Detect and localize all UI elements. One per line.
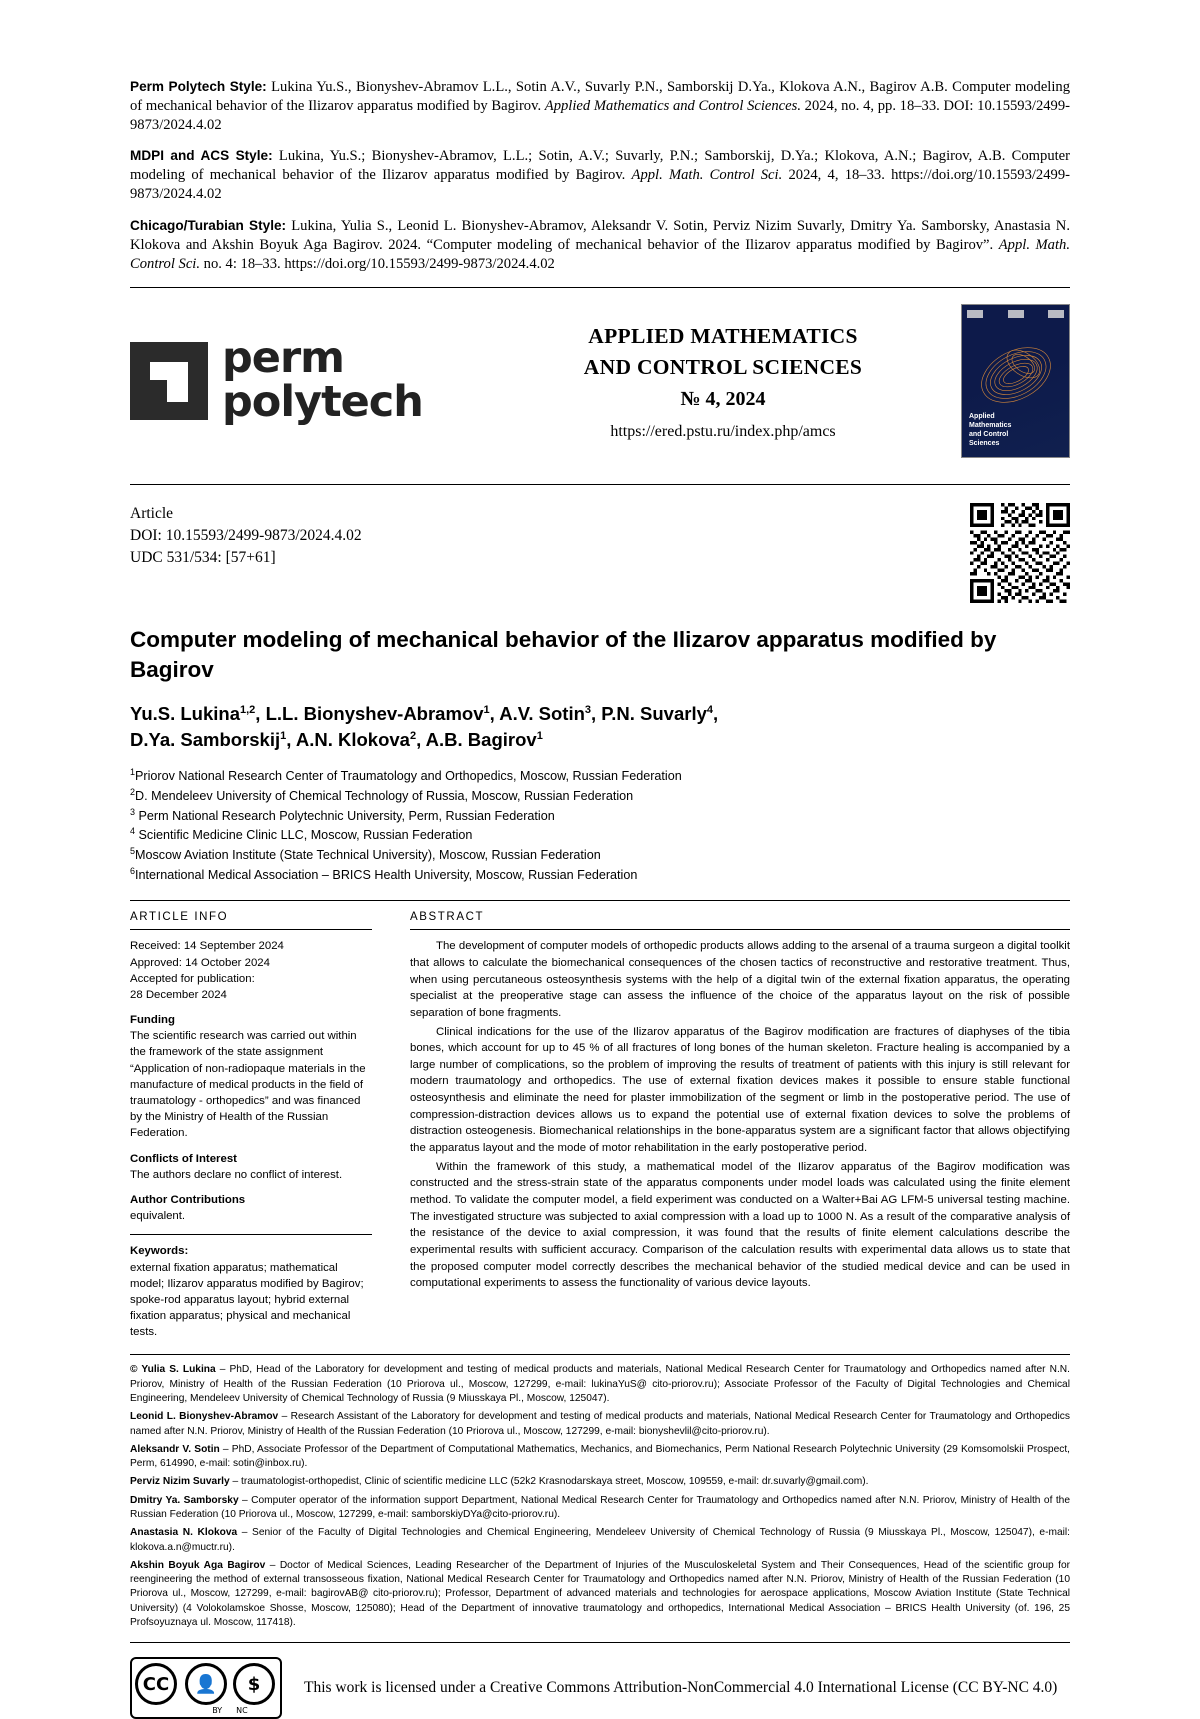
citation-tail: 2024, no. 4, pp. 18–33. DOI: 10.15593/2499-9873/2024.4.02 [130,97,1070,133]
contributions-text: equivalent. [130,1210,186,1223]
cc-nc-label: NC [236,1706,248,1716]
citation-journal: Applied Mathematics and Control Sciences. [544,97,801,114]
affiliation-index: 2 [130,786,136,797]
abstract-rule [410,929,1070,930]
qr-code[interactable] [970,503,1070,603]
abstract-paragraph: Within the framework of this study, a mathematical model of the Ilizarov apparatus of the Bagirov modification was constructed and the stress-strain state of the apparatus components under model loads was calculated using the finite element method. To validate the computer model, a field experiment was conducted on a Walter+Bai AG LFM-5 universal testing machine. The investigated structure was subjected to axial compression with a load up to 1000 N. As a result of the comparative analysis of the resistance of the device to axial compression, it was found that the results of finite element calculations describe the experimental results with sufficient accuracy. Comparison of the calculation results with experimental data allows us to state that the proposed computer model correctly describes the mechanical behavior of the studied medical device and can be used in computational experiments to assess the functionality of various device layouts. [410,1160,1070,1290]
keywords-text: external fixation apparatus; mathematical model; Ilizarov apparatus modified by Bagirov; spoke-rod apparatus layout; hybrid external fixation apparatus; physical and mechanical tests. [130,1261,364,1339]
affiliation-text: D. Mendeleev University of Chemical Technology of Russia, Moscow, Russian Federation [135,789,634,804]
citation-label: MDPI and ACS Style: [130,148,273,164]
affiliation-text: Scientific Medicine Clinic LLC, Moscow, Russian Federation [135,828,473,843]
footnote-author: Aleksandr V. Sotin [130,1443,220,1455]
affiliation-index: 4 [130,826,136,837]
masthead [130,288,1070,470]
citation-chicago-turabian [130,217,1070,273]
footnote-author: Dmitry Ya. Samborsky [130,1494,239,1506]
abstract-heading: ABSTRACT [410,911,485,924]
author-affil-ref: 3 [584,703,592,716]
footnote-text: – Doctor of Medical Sciences, Leading Researcher of the Department of Injuries of the Musculoskeletal System and Their Consequences, Head of the scientific group for reengineering the method of external transosseous fixation, National Medical Research Center for Traumatology and Orthopedics named after N.N. Priorov, Ministry of Health of the Russian Federation (10 Priorova ul., Moscow, 127299, e-mail: bagirovAB@ cito-priorov.ru); Professor, Department of advanced materials and technologies for aerospace applications, Moscow Aviation Institute (State Technical University) (4 Volokolamskoe Shosse, Moscow, 125080); Head of the Department of innovative traumatology and orthopedics, International Medical Association – BRICS Health University (of. 196, 25 Profsoyuznaya ul. Moscow, 117418). [130,1559,1070,1628]
journal-cover-thumbnail [961,304,1070,458]
citation-perm-polytech [130,78,1070,134]
footnote-item [130,1526,1070,1555]
abstract-paragraph: Clinical indications for the use of the Ilizarov apparatus of the Bagirov modification are fractures of diaphyses of the tibia bones, which account for up to 45 % of all fractures of long bones of the human skeleton. Fracture healing is accompanied by a large number of complications, so the problem of improving the results of treatment of patients with this injury is still relevant for modern traumatology and orthopedics. The use of external fixation devices makes it possible to ensure stable functional osteosynthesis and eliminate the need for plaster immobilization of the segment or limb in the postoperative period. The use of compression-distraction devices allows us to expand the potential use of external fixation devices to solve the problems of distraction osteogenesis. Biomechanical relationships in the bone-apparatus system are a significant factor that allows objectifying the apparatus layout and the mode of motor rehabilitation in the early postoperative period. [410,1025,1070,1155]
logo-line-2: polytech [222,377,423,428]
affiliation-index: 5 [130,845,136,856]
affiliation-text: Priorov National Research Center of Traumatology and Orthopedics, Moscow, Russian Federation [135,769,682,784]
author-affil-ref: 1,2 [240,703,256,716]
author-name: , A.N. Klokova [286,728,410,750]
logo-line-1: perm [222,333,344,384]
journal-title-line-2: AND CONTROL SCIENCES [583,354,863,379]
footnote-item [130,1363,1070,1406]
affiliation-item [130,825,1070,845]
citation-text: Lukina, Yulia S., Leonid L. Bionyshev-Abramov, Aleksandr V. Sotin, Perviz Nizim Suvarly, Dmitry Ya. Samborsky, Anastasia N. Klokova and Akshin Boyuk Aga Bagirov. 2024. “Computer modeling of mechanical behavior of the Ilizarov apparatus modified by Bagirov”. [130,217,1070,253]
cover-caption: Applied Mathematics and Control Sciences [969,413,1012,447]
footnote-author: Leonid L. Bionyshev-Abramov [130,1411,279,1423]
cover-top-marks [967,310,1064,322]
abstract-column [390,911,1070,1340]
keywords-heading: Keywords: [130,1245,189,1258]
footnote-author: © Yulia S. Lukina [130,1364,216,1376]
journal-issue: № 4, 2024 [680,388,766,411]
abstract-paragraph: The development of computer models of orthopedic products allows adding to the arsenal of a trauma surgeon a digital toolkit that allows to calculate the biomechanical consequences of the chosen tactics of reconstructive and restorative treatment. Thus, when using percutaneous osteosynthesis systems with the help of a digital twin of the external fixation apparatus, the operating specialist at the preoperative stage can assess the influence of the choice of the apparatus layout on the risk of possible separation of bone fragments. [410,940,1070,1019]
date-accepted-value: 28 December 2024 [130,988,227,1001]
article-meta-text [130,503,362,603]
affiliation-item [130,786,1070,806]
cc-nc-icon: $ [233,1663,275,1705]
citation-tail: no. 4: 18–33. https://doi.org/10.15593/2499-9873/2024.4.02 [200,255,555,272]
footnote-item [130,1410,1070,1439]
cc-icon [130,1657,282,1719]
citation-label: Chicago/Turabian Style: [130,217,287,233]
affiliation-text: International Medical Association – BRICS Health University, Moscow, Russian Federation [135,867,638,882]
keywords-rule [130,1234,372,1235]
citation-styles [130,78,1070,273]
author-affil-ref: 4 [706,703,714,716]
article-meta [130,485,1070,603]
author-affil-ref: 1 [280,729,287,742]
footnote-text: – PhD, Head of the Laboratory for development and testing of medical products and materials, National Medical Research Center for Traumatology and Orthopedics named after N.N. Priorov, Ministry of Health of the Russian Federation (10 Priorova ul., Moscow, 127299, e-mail: lukinaYuS@ cito-priorov.ru); Associate Professor of the Faculty of Digital Technologies and Chemical Engineering, Mendeleev University of Chemical Technology of Russia (9 Miusskaya Pl., Moscow, 125047). [130,1364,1070,1405]
author-affil-ref: 1 [536,729,543,742]
article-doi: DOI: 10.15593/2499-9873/2024.4.02 [130,527,362,545]
affiliation-index: 6 [130,865,136,876]
article-type: Article [130,505,174,523]
footnote-item [130,1443,1070,1472]
affiliation-item [130,766,1070,786]
cc-by-icon: 👤 [185,1663,227,1705]
affiliation-item [130,845,1070,865]
article-dates [130,938,372,1003]
conflicts-heading: Conflicts of Interest [130,1152,237,1165]
journal-title-line-1: APPLIED MATHEMATICS [588,324,858,349]
journal-identity [485,321,961,441]
authors-line-1 [130,701,1070,727]
author-name: , L.L. Bionyshev-Abramov [255,702,484,724]
cc-logo-icon: CC [135,1663,177,1705]
affiliation-text: Perm National Research Polytechnic University, Perm, Russian Federation [135,808,555,823]
cover-attractor-graphic [970,329,1062,421]
logo-wordmark [222,333,423,428]
logo-mark-icon [130,342,208,420]
author-footnotes [130,1363,1070,1630]
divider-footnotes [130,1354,1070,1355]
contributions-block [130,1192,372,1224]
footnote-text: – Research Assistant of the Laboratory for development and testing of medical products and materials, National Medical Research Center for Traumatology and Orthopedics named after N.N. Priorov, Ministry of Health of the Russian Federation (10 Priorova ul., Moscow, 127299, e-mail: bionyshevlil@cito-priorov.ru). [130,1411,1070,1437]
date-approved: Approved: 14 October 2024 [130,956,270,969]
author-name: , A.B. Bagirov [416,728,537,750]
footnote-item [130,1475,1070,1489]
funding-heading: Funding [130,1014,175,1027]
affiliation-index: 1 [130,767,136,778]
funding-block [130,1012,372,1142]
author-separator: , [713,702,719,724]
info-abstract-columns [130,901,1070,1340]
citation-tail: 2024, 4, 18–33. https://doi.org/10.15593/2499-9873/2024.4.02 [130,167,1070,203]
citation-text: Lukina, Yu.S.; Bionyshev-Abramov, L.L.; Sotin, A.V.; Suvarly, P.N.; Samborskij, D.Ya.; Klokova, A.N.; Bagirov, A.B. Computer modeling of mechanical behavior of the Ilizarov apparatus modified by Bagirov. [130,148,1071,184]
page-title: Computer modeling of mechanical behavior of the Ilizarov apparatus modified by Bagirov [130,627,997,682]
conflicts-text: The authors declare no conflict of interest. [130,1168,343,1181]
author-name: , A.V. Sotin [489,702,585,724]
footnote-author: Akshin Boyuk Aga Bagirov [130,1559,266,1571]
date-accepted-label: Accepted for publication: [130,972,255,985]
citation-label: Perm Polytech Style: [130,79,267,94]
creative-commons-badge[interactable] [130,1657,282,1719]
article-info-heading: ARTICLE INFO [130,911,229,924]
footnote-author: Perviz Nizim Suvarly [130,1476,230,1488]
authors-line-2 [130,727,1070,753]
footnote-text: – traumatologist-orthopedist, Clinic of scientific medicine LLC (52k2 Krasnodarskaya street, Moscow, 109559, e-mail: dr.suvarly@gmail.com). [229,1476,869,1488]
footnote-text: – PhD, Associate Professor of the Department of Computational Mathematics, Mechanics, and Biomechanics, Perm National Research Polytechnic University (29 Komsomolskii Prospect, Perm, 614990, e-mail: sotin@inbox.ru). [130,1443,1070,1470]
footnote-item [130,1494,1070,1523]
article-info-rule [130,929,372,930]
author-affil-ref: 1 [483,703,490,716]
citation-mdpi-acs [130,147,1070,203]
conflicts-block [130,1151,372,1183]
article-udc: UDC 531/534: [57+61] [130,549,276,567]
affiliation-index: 3 [130,806,136,817]
authors [130,701,1070,754]
perm-polytech-logo [130,333,485,428]
author-affil-ref: 2 [409,729,417,742]
affiliation-item [130,865,1070,885]
author-name: Yu.S. Lukina [130,702,240,724]
affiliations [130,766,1070,884]
cc-by-label: BY [212,1706,223,1716]
affiliation-item [130,806,1070,826]
journal-url[interactable]: https://ered.pstu.ru/index.php/amcs [610,423,836,441]
date-received: Received: 14 September 2024 [130,940,284,953]
article-info-column [130,911,390,1340]
affiliation-text: Moscow Aviation Institute (State Technical University), Moscow, Russian Federation [135,848,601,863]
funding-text: The scientific research was carried out within the framework of the state assignment “Application of non-radiopaque materials in the manufacture of medical products in the field of traumatology - orthopedics” and was financed by the Ministry of Health of the Russian Federation. [130,1030,366,1140]
footnote-text: – Computer operator of the information support Department, National Medical Research Center for Traumatology and Orthopedics named after N.N. Priorov, Ministry of Health of the Russian Federation (10 Priorova ul., Moscow, 127299, e-mail: samborskiyDYa@cito-priorov.ru). [130,1494,1070,1520]
citation-text: Lukina Yu.S., Bionyshev-Abramov L.L., Sotin A.V., Suvarly P.N., Samborskij D.Ya., Klokova A.N., Bagirov A.B. Computer modeling of mechanical behavior of the Ilizarov apparatus modified by Bagirov. [130,79,1070,114]
author-name: D.Ya. Samborskij [130,728,281,750]
keywords-block [130,1243,372,1340]
citation-journal: Appl. Math. Control Sci. [130,236,1070,272]
footnote-author: Anastasia N. Klokova [130,1527,238,1539]
license-bar [130,1642,1070,1719]
citation-journal: Appl. Math. Control Sci. [631,167,783,184]
author-name: , P.N. Suvarly [591,702,707,724]
license-text: This work is licensed under a Creative Commons Attribution-NonCommercial 4.0 International License (CC BY-NC 4.0) [304,1679,1058,1697]
footnote-item [130,1559,1070,1630]
footnote-text: – Senior of the Faculty of Digital Technologies and Chemical Engineering, Mendeleev University of Chemical Technology of Russia (9 Miusskaya Pl., Moscow, 125047), e-mail: klokova.a.n@muctr.ru). [130,1527,1070,1553]
contributions-heading: Author Contributions [130,1193,246,1206]
